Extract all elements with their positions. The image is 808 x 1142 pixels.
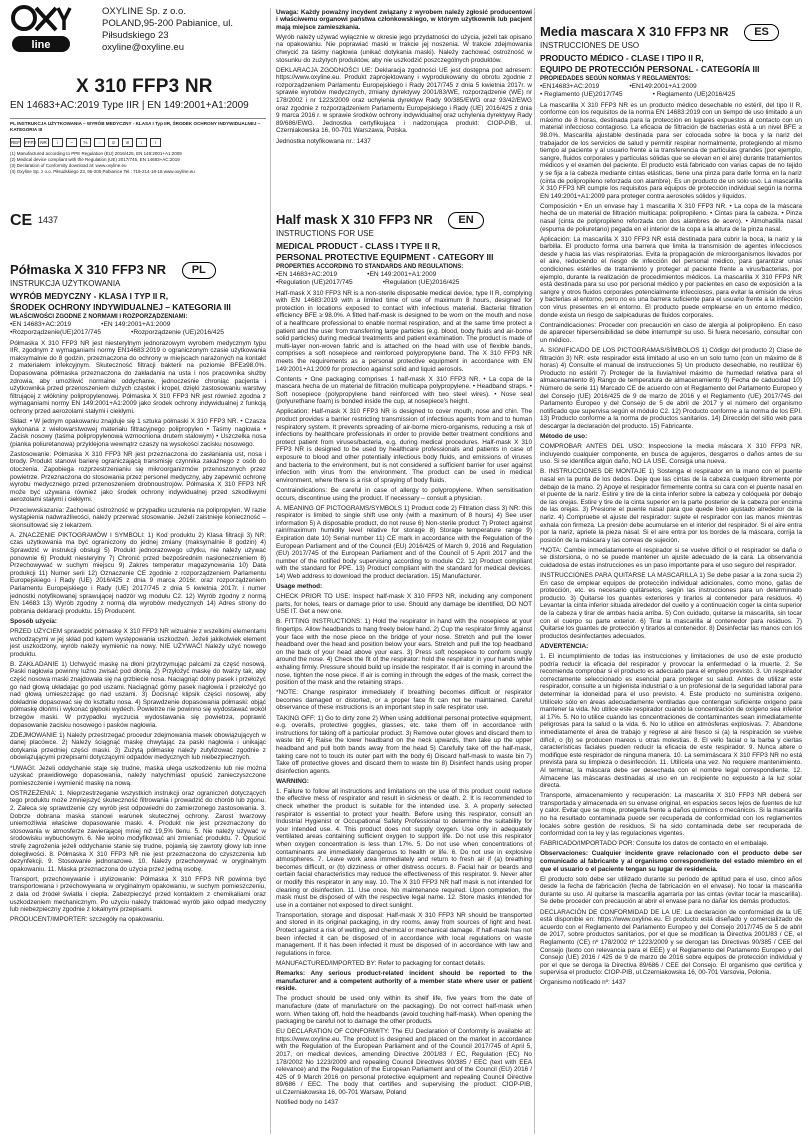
- paragraph: A. MEANING OF PICTOGRAMS/SYMBOLS 1) Product code 2) Filtration class 3) NR: this respirator is limited to single shift use only (with a maximum of 8 hours) 4) See user information 5) A disposable product, do not reuse 6) Non-sterile product 7) Protect against rain/maximum humidity level relative for storage 8) Storage temperature range 9) Expiration date 10) Serial number 11) CE mark in accordance with the Regulation of the European Parliament and of the Council (EU) 2016/425 of March 9, 2016 and Regulation (EU) 2017/745 of the European Parliament and of the Council of 5 April 2017 and the number of the notified body supervising according to module C2. 12) Product compliant with the standard for PPE. 13) Product compliant with the standard for medical devices. 14) Web address to download the product declaration. 15) Manufacturer.: [276, 504, 532, 580]
- paragraph: The product should be used only within its shelf life, five years from the date of manufacture (date of manufacture on the packaging). Do not correct half-mask when worn. When taking off, hold the headbands (avoid touching half-mask). When opening the packaging be careful not to damage the other products.: [276, 995, 532, 1026]
- norm-item: •EN 149:2001+A1:2009: [367, 271, 437, 279]
- paragraph: Observaciones: Cualquier incidente grave relacionado con el producto debe ser comunicado al fabricante y al organismo correspondiente del estado miembro en el que el usuario o el paciente tengan su lugar de residencia.: [540, 850, 802, 873]
- paragraph-heading: WARNING:: [276, 777, 310, 785]
- paragraph: EU DECLARATION OF CONFORMITY: The EU Declaration of Conformity is available at: https://www.oxyline.eu. The product is designed and placed on the market in accordance with the Regulation of the European Parliament and of the Council 2017/745 of April 5, 2017, on medical devices, amending Directive 2001/83 / EC, Regulation (EC) No 178/2002 No 1223/2009 and repealing Council Directives 90/385 / EEC (text with EEA relevance) and the Regulation of the European Parliament and of the Council (EU) 2016 / 425 of 9 March 2016 on personal protective equipment and repealing Council Directive 89/686 / EEC. The body that certifies and supervising the product: CIOP-PIB, ul.Czerniakowska 16, 00-701 Warsaw, Poland: [276, 1028, 532, 1096]
- norm-item: •Rozporządzenie(UE)2017/745: [10, 329, 102, 337]
- section-title-text: Media mascara X 310 FFP3 NR: [540, 24, 729, 39]
- column-english: [276, 0, 532, 1142]
- norms-header: WŁAŚCIWOŚCI ZGODNE Z NORMAMI I ROZPORZĄDZENIAMI:: [10, 314, 188, 321]
- norm-item: •EN 149:2001+A1:2009: [101, 321, 171, 329]
- paragraph: Remarks: Any serious product-related incident should be reported to the manufacturer and a competent authority of a member state where user or patient reside.: [276, 970, 532, 993]
- company-name: OXYLINE Sp. z o.o.: [102, 6, 186, 17]
- footnote: (2) Medical device compliant with the Regulation (UE) 2017/745, EN 14683+AC:2019: [10, 157, 180, 162]
- pictogram-icon: ⊘: [122, 138, 133, 147]
- paragraph: TAKING OFF: 1) Go to dirty zone 2) When using additional personal protective equipment, e.g. overalls, protective goggles, glasses, etc. take them off in accordance with instructions for taking off a particular product. 3) Remove outer gloves and discard them to waste bin 4) Raise the lower headband on the neck upwards, then take up the upper headband and pull both bands away from the head 5) Carefully take off the half-mask, taking care not to touch its outer part with the body 6) Discard half-mask to waste bin 7) Take off protective gloves and discard them to waste bin 8) Disinfect hands using proper disinfection agents.: [276, 714, 532, 775]
- paragraph: A. SIGNIFICADO DE LOS PICTOGRAMAS/SÍMBOLOS 1) Código del producto 2) Clase de filtración 3) NR: este respirador está limitado al uso en un solo turno (con un máximo de 8 horas) 4) Consulte el manual de instrucciones 5) Un producto desechable, no reutilizar 6) Producto no estéril 7) Proteger de la lluvia/nivel máximo de humedad relativa para el almacenamiento 8) Rango de temperatura de almacenamiento 9) Fecha de caducidad 10) Número de serie 11) Marcado CE de acuerdo con el Reglamento del Parlamento Europeo y del Consejo (UE) 2016/425 de 9 de marzo de 2016 y el Reglamento (UE) 2017/745 del Parlamento Europeo y del Consejo de 5 de abril de 2017 y el número del organismo notificado que supervisa según el módulo C2. 12) Producto conforme a la norma de los EPI. 13) Producto conforme a la norma de productos sanitarios. 14) Dirección del sitio web para descargar la declaración del producto. 15) Fabricante.: [540, 346, 802, 430]
- section-subtitle: INSTRUCTIONS FOR USE: [276, 229, 374, 239]
- paragraph: Contents • One packaging comprises 1 half-mask X 310 FFP3 NR. • La copa de la mascara hecha de un material de filtración multicapa polypropylene. • Headband straps. • Soft nosepiece (polypropylene band reinforced with two steel wires). • Nose seal (polyurethane foam) is bonded inside the cup, at nosepiece's height.: [276, 375, 532, 406]
- language-badge: ES: [744, 24, 779, 41]
- pictogram-icon: ~: [66, 138, 77, 147]
- paragraph: Transport, przechowywanie i utylizowanie: Półmaska X 310 FFP3 NR powinna być transportowana i przechowywana w oryginalnym opakowaniu, w suchym pomieszczeniu, z dala od źródeł światła i ciepła. Zabezpieczyć przed kontaktem z chemikaliami oraz uszkodzeniem mechanicznym. Po użyciu należy traktować wyrób jako odpad medyczny lub niebezpieczny zgodnie z lokalnymi przepisami.: [10, 875, 266, 914]
- norm-item: •Rozporządzenie (UE)2016/425: [131, 329, 224, 337]
- section-title: [276, 212, 532, 229]
- norms-list: [10, 321, 266, 337]
- paragraph: Contraindications: Be careful in case of allergy to polypropylene. When sensitisation occurs, discontinue using the product. If necessary – consult a physician.: [276, 486, 532, 502]
- paragraph: PRZED UŻYCIEM sprawdzić półmaskę X 310 FFP3 NR wizualnie z wszelkimi elementami wchodzącymi w jej skład pod kątem występowania uszkodzeń. Jeżeli jakikolwiek element jest uszkodzony, wyrób należy wymienić na nowy. NIE UŻYWAĆ! Należy użyć nowego produktu.: [10, 627, 266, 658]
- paragraph: 1. El incumplimiento de todas las instrucciones y limitaciones de uso de este producto podría reducir la eficacia del respirador y provocar la enfermedad o la muerte. 2. Se recomienda comprobar si el producto es adecuado para el empleo previsto. 3. Un respirador correctamente seleccionado es esencial para proteger su salud. Antes de utilizar este respirador, consulte a un higienista industrial o a un profesional de la seguridad laboral para determinar la idoneidad para el uso previsto. 4. Este producto no suministra oxígeno. Utilícelo sólo en áreas adecuadamente ventiladas que contengan suficiente oxígeno para mantener la vida. No utilice este respirador cuando la concentración de oxígeno sea inferior al 17%. 5. No lo utilice cuando las concentraciones de contaminantes sean inmediatamente peligrosas para la salud o la vida. 6. No lo utilice en atmósferas explosivas. 7. Abandone inmediatamente el área de trabajo y regrese al aire fresco si (a) la respiración se vuelve difícil, o (b) se producen mareos u otras molestias. 8. El vello facial o la barba y ciertas características faciales pueden reducir la eficacia de este respirador. 9. Nunca altere o modifique este respirador de ninguna manera. 10. La semimáscara X 310 FFP3 NR no está prevista para su limpieza o desinfección. 11. Utilícela una vez. No requiere mantenimiento. Al terminar, la máscara debe ser desechada con el nombre legal correspondiente. 12. Almacene las máscaras destinadas al uso en un recipiente no expuesto a la luz solar directa.: [540, 653, 802, 790]
- section-title-text: Half mask X 310 FFP3 NR: [276, 212, 433, 227]
- paragraph: DECLARACIÓN DE CONFORMIDAD DE LA UE: La declaración de conformidad de la UE está disponible en: https://www.oxyline.eu. El producto está diseñado y comercializado de acuerdo con el Reglamento del Parlamento Europeo y del Consejo 2017/745 de 5 de abril de 2017, sobre productos sanitarios, por el que se modifican la Directiva 2001/83 / CE, el Reglamento (CE) nº 178/2002 nº 1223/2009 y se derogan las Directivas 90/385 / CEE del Consejo (texto con relevancia para el EEE) y el Reglamento del Parlamento Europeo y del Consejo (UE) 2016 / 425 de 9 de marzo de 2016 sobre equipos de protección individual y por el que se deroga la Directiva 89/686 / CEE del Consejo. El organismo que certifica y supervisa el producto: CIOP-PIB, ul.Czerniakowska 16, 00-701 Varsovia, Polonia.: [540, 908, 802, 977]
- paragraph: ZDEJMOWANIE 1) Należy przestrzegać procedur zdejmowania masek obowiązujących w danej placówce. 2) Należy ściągnąć maskę chwytając za paski nagłowia i unikając dotykania przedniej części maski. 3) Zużytą półmaskę należy zutylizować zgodnie z obowiązującymi przepisami dotyczącymi odpadów medycznych lub niebezpiecznych.: [10, 731, 266, 762]
- norm-item: •Regulation (UE)2017/745: [276, 279, 353, 287]
- paragraph: B. INSTRUCCIONES DE MONTAJE 1) Sostenga el respirador en la mano con el puente nasal en la punta de los dedos. Deje que las cintas de la cabeza cuelguen libremente por debajo de la mano. 2) Apoye el respirador firmemente contra su cara con el puente nasal en el puente de la nariz. Estire y tire de la cinta inferior sobre la cabeza y colóquela por debajo de las orejas. Estire y tire de la cinta superior en la parte posterior de la cabeza por encima de las orejas. 3) Presione el puente nasal para que quede bien ajustado alrededor de la nariz. 4) Compruebe el ajuste del respirador: sujete el respirador con las manos mientras exhala con firmeza. La presión debe acumularse en el interior del respirador. Si el aire entra por la nariz, apriete la pieza nasal. Si el aire entra por los bordes de la máscara, corrija la posición de la máscara y las correas de sujeción.: [540, 468, 802, 544]
- ce-mark: CE: [10, 212, 33, 229]
- norm-item: • Reglamento (UE)2016/425: [652, 91, 736, 99]
- paragraph: Wyrób należy używać wyłącznie w okresie jego przydatności do użycia, jeżeli tak opisano na opakowaniu. Nie poprawiać maski w trakcie jej noszenia. W trakcie zdejmowania chwycić za taśmy nagłowia (unikać dotykania maski). Należy zachować ostrożność w stosunku do zużytych produktów, aby nie uszkodzić poszczególnych produktów.: [276, 33, 532, 64]
- language-badge: PL: [182, 262, 216, 279]
- norm-item: •EN 14683+AC:2019: [276, 271, 338, 279]
- column-divider: [534, 8, 535, 1134]
- paragraph: *UWAGI: Jeżeli oddychanie staje się trudne, maska ulega uszkodzeniu lub nie można uzyskać prawidłowego dopasowania, należy natychmiast opuścić zanieczyszczone pomieszczenie i wymienić maskę na nową.: [10, 764, 266, 787]
- norms-list: [276, 271, 532, 287]
- paragraph: 1. Failure to follow all instructions and limitations on the use of this product could reduce the effective mess of respirator and result in sickness or death. 2. It is recommended to check whether the product is suitable for the intended use. 3. A properly selected respirator is essential to protect your health. Before using this respirator, consult an Industrial Hygienist or Occupational Safety Professional to determine the suitability for your intended use. 4. This product does not supply oxygen. Use only in adequately ventilated areas containing sufficient oxygen to support life. Do not use this respirator when oxygen concentration is less than 17%. 5. Do not use when concentrations of contaminants are immediately dangerous to health or life. 6. Do not use in explosive atmospheres. 7. Leave work area immediately and return to fresh air if (a) breathing becomes difficult, or (b) dizziness or other distress occurs. 8. Facial hair or beards and certain facial characteristics may reduce the effectiveness of this respirator. 9. Never alter or modify this respirator in any way. 10. The X 310 FFP3 NR half mask is not intended for cleaning or disinfection. 11. Use once. No maintenance required. Upon completion, the mask must be disposed of with the respective legal name. 12. Store masks intended for use in a container not exposed to direct sunlight.: [276, 787, 532, 909]
- paragraph: *NOTA: Cambie inmediatamente el respirador si se vuelve difícil o el respirador se daña o se distorsiona, o no se puede mantener un ajuste adecuado de la cara. La observancia cuidadosa de estas instrucciones es un paso importante para el uso seguro del respirador.: [540, 546, 802, 569]
- norm-item: •Regulation (UE)2016/425: [382, 279, 460, 287]
- device-class: PRODUCTO MÉDICO - CLASE I TIPO II R,: [540, 53, 704, 64]
- pictogram-icon: ◌: [94, 138, 105, 147]
- paragraph: Contraindicaciones: Proceder con precaución en caso de alergia al polipropileno. En caso de aparecer hipersensibilidad se debe interrumpir su uso. Si fuera necesario, consultar con un médico.: [540, 321, 802, 344]
- product-title: X 310 FFP3 NR: [76, 76, 213, 97]
- paragraph: Aplicación: La mascarilla X 310 FFP3 NR está destinada para cubrir la boca, la nariz y la barbilla. El producto forma una barrera que limita la transmisión de agentes infecciosos desde y hacia las vías respiratorias. Evita la propagación de microorganismos llevados por el aire, reduciendo el riesgo de infección del personal médico, para garantizar unas condiciones estériles de tratamiento y proteger al paciente frente a virus/bacterias, por ejemplo, durante la realización de procedimientos médicos. La mascarilla X 310 FFP3 NR está destinada para su uso por personal médico y por pacientes en caso de exposición a la sangre y otros fluidos corporales potencialmente infecciosos, para evitar la emisión de virus y bacterias al entorno, pero no es una barrera suficiente para el usuario frente a la infección con virus presentes en el entorno. El producto puede emplearse en un entorno médico, donde exista un riesgo de salpicaduras de fluidos corporales.: [540, 235, 802, 319]
- ppe-category: EQUIPO DE PROTECCIÓN PERSONAL - CATEGORÍA III: [540, 64, 760, 75]
- paragraph: *NOTE: Change respirator immediately if breathing becomes difficult or respirator becomes damaged or distorted, or a proper face fit can not be maintained. Careful observance of these instructions is an important step in safe respirator use.: [276, 689, 532, 712]
- paragraph: Uwaga: Każdy poważny incydent związany z wyrobem należy zgłosić producentowi i właściwemu organowi państwa członkowskiego, w którym użytkownik lub pacjent mają miejsce zamieszkania.: [276, 8, 532, 31]
- paragraph: Przeciwwskazania: Zachować ostrożność w przypadku uczulenia na polipropylen. W razie wystąpienia nadwrażliwości, należy przerwać stosowanie. Jeżeli zaistnieje konieczność – skonsultować się z lekarzem.: [10, 506, 266, 529]
- paragraph: COMPROBAR ANTES DEL USO: Inspeccione la media máscara X 310 FFP3 NR, incluyendo cualquier componente, en busca de agujeros, desgarros o daños antes de su uso. Si se identifica algún daño, NO LA USE. Consiga una nueva.: [540, 443, 802, 466]
- ppe-category: ŚRODEK OCHRONY INDYWIDUALNEJ – KATEGORIA III: [10, 302, 231, 313]
- paragraph: B. FITTING INSTRUCTIONS: 1) Hold the respirator in hand with the nosepiece at your fingertips. Allow headbands to hang freely below hand. 2) Cup the respirator firmly against your face with the nose piece on the bridge of your nose. Stretch and pull the lower headband over the head and position below your ears. Stretch and pull the top headband on the back of your head above your ears. 3) Press soft nosepiece to conform snugly around the nose. 4) Check the fit of the respirator: hold the respirator in your hands while exhaling firmly. Pressure should build up inside the respirator. If air is coming in around the nose, tighten the nose piece. If air is coming in through the edges of the mask, correct the position of the mask and the retaining straps.: [276, 618, 532, 687]
- norm-item: •EN149:2001+A1:2009: [629, 83, 697, 91]
- paragraph: Półmaska X 310 FFP3 NR jest niesterylnym jednorazowym wyrobem medycznym typu IIR, zgodnym z wymaganiami normy EN14683:2019 o ograniczonym czasie użytkowania maksymalnie do 8 godzin, przeznaczona do ochrony w miejscach narażonych na kontakt z materiałem infekcyjnym. Skuteczność filtracji bakterii na poziomie BFE≥98.0%. Dopasowana półmaska przeznaczona do zakładania na usta i nos pracownika służby zdrowia, aby umożliwić normalne oddychanie, jednocześnie chroniąc pacjenta i użytkownika przed przenoszeniem dużych cząstek i kropel, dzięki zastosowaniu warstwy filtrującej z włókniny polipropylenowej. Półmaska X 310 FFP3 NR jest również zgodna z wymaganiami normy EN 149:2001+A1:2009 jako środek ochrony indywidualnej z funkcją ochrony przed aerozolami stałymi i ciekłymi.: [10, 339, 266, 415]
- company-address: POLAND,95-200 Pabianice, ul. Piłsudskiego 23: [102, 18, 233, 41]
- paragraph-heading: ADVERTENCIA:: [540, 642, 589, 650]
- norms-list: [540, 83, 802, 99]
- polish-section: [10, 262, 266, 924]
- paragraph: OSTRZEŻENIA: 1. Nieprzestrzeganie wszystkich instrukcji oraz ograniczeń dotyczących tego produktu może zmniejszyć skuteczność filtrowania i prowadzić do chorób lub zgonu. 2. Zaleca się sprawdzenie czy wyrób jest odpowiedni do zamierzonego zastosowania. 3. Dobrze dobrana maska stanowi warunek skutecznej ochrony. Zarost twarzowy uniemożliwia właściwe dopasowanie maski. 4. Produkt nie jest przeznaczony do stosowania w atmosferze zawierającej mniej niż 19,5% tlenu. 5. Nie należy używać w środowisku wybuchowym. 6. Nie wolno modyfikować ani zmieniać produktu. 7. Opuścić strefę zagrożenia jeżeli oddychanie stanie się trudne, pojawią się zawroty głowy lub inne dolegliwości. 8. Półmaska X 310 FFP3 NR nie jest przeznaczona do czyszczenia lub dezynfekcji. 9. Stosowanie jednorazowe. 10. Należy przechowywać w oryginalnym opakowaniu. 11. Maska przeznaczona do użycia przez jedną osobę.: [10, 789, 266, 873]
- norm-item: • Reglamento (UE)2017/745: [540, 91, 623, 99]
- paragraph: Notified body no 1437: [276, 1099, 339, 1107]
- section-subtitle: INSTRUCCIONES DE USO: [540, 41, 640, 51]
- language-badge: EN: [448, 212, 483, 229]
- section-body: [276, 290, 532, 1107]
- paragraph-heading: Usage method:: [276, 583, 323, 591]
- ppe-category: PERSONAL PROTECTIVE EQUIPMENT - CATEGORY III: [276, 252, 494, 263]
- norms-line: EN 14683+AC:2019 Type IIR | EN 149:2001+A1:2009: [10, 100, 249, 111]
- column-divider: [270, 8, 271, 1134]
- paragraph: PRODUCENT/IMPORTER: szczegóły na opakowaniu.: [10, 916, 165, 924]
- paragraph: Organismo notificado nº: 1437: [540, 979, 626, 987]
- section-title: [540, 24, 802, 41]
- notified-body-number: 1437: [38, 215, 59, 225]
- company-email: oxyline@oxyline.eu: [102, 42, 184, 53]
- section-subtitle: INSTRUKCJA UŻYTKOWANIA: [10, 279, 121, 289]
- pictogram-icon: ↕: [136, 138, 147, 147]
- footnote: (1) Manufactured according to PPE Regulation (EU) 2016/425, EN 149:2001+A1:2009: [10, 151, 182, 156]
- norm-item: •EN 14683+AC:2019: [10, 321, 72, 329]
- oxyline-logo: [10, 2, 72, 58]
- svg-text:line: line: [31, 39, 51, 51]
- column-polish: [10, 0, 266, 1142]
- norms-header: PROPERTIES ACCORDING TO STANDARDS AND REGULATIONS:: [276, 264, 464, 271]
- paragraph: Skład: • W jednym opakowaniu znajduje się 1 sztuka półmaski X 310 FFP3 NR. • Czasza wykonana z wielowarstwowej materiału filtracyjnego polipropylen • Taśmy nagłowia • Zacisk nosowy (taśma polipropylenowa wzmocniona drutem stalowym) • Uszczelka nosa (pianka poliuretanowa) przyklejona wewnątrz czaszy na wysokości zacisku nosowego.: [10, 418, 266, 448]
- pictogram-icon: %: [80, 138, 91, 147]
- english-section: [276, 212, 532, 1107]
- paragraph: Composición • En un envase hay 1 mascarilla X 310 FFP3 NR. • La copa de la máscara hecha de un material de filtración multicapa: polipropileno. • Cintas para la cabeza. • Pinza nasal (cinta de polipropileno reforzada con dos alambres de acero). • Almohadilla nasal (espuma de poliuretano) pegada en el interior de la copa a la altura de la pinza nasal.: [540, 202, 802, 233]
- pictogram-row: [10, 138, 266, 147]
- polish-continuation: [276, 6, 532, 145]
- norm-item: •EN14683+AC:2019: [540, 83, 600, 91]
- section-body: [10, 340, 266, 924]
- paragraph: Transporte, almacenamiento y recuperación: La mascarilla X 310 FFP3 NR deberá ser transportada y almacenada en su envase original, en espacios secos lejos de fuentes de luz y calor. Evitar que se moje, protegerla frente a daños químicos o mecánicos. Si la mascarilla no ha resultado contaminada puede ser recuperada de conformidad con los reglamentos locales sobre gestión de residuos. Si ha sido contaminada debe ser recuperada de conformidad con la ley y las regulaciones vigentes.: [540, 792, 802, 838]
- paragraph-heading: Sposób użycia:: [10, 617, 57, 625]
- paragraph: Jednostka notyfikowana nr.: 1437: [276, 137, 371, 145]
- footnote: (4) Oxyline Sp. z o.o. Piłsudskiego 23, 95-200 Pabianice Tel.: 719-214-18-18 www.oxyline.eu: [10, 169, 195, 174]
- section-body: [540, 102, 802, 987]
- pictogram-instruction-box: [10, 118, 266, 198]
- spanish-section: [540, 24, 802, 987]
- company-info: [102, 6, 266, 54]
- paragraph: Application: Half-mask X 310 FFP3 NR is designed to cover mouth, nose and chin. The product provides a barrier restricting transmission of infectious agents from and to human respiratory system. It prevents spreading of air-borne micro-organisms, reducing a risk of infections by healthcare professionals in order to provide better treatment conditions and protect patient from viruses/bacteria, e.g. during medical procedures. Half-mask X 310 FFP3 NR is designed to be used by healthcare professionals and patients in case of exposure to blood and other potentially infectious body fluids, and emissions of viruses and bacteria to the environment, but is not considered a sufficient barrier for user against infection with virus from the environment. The product can be used in medical environment, where there is a risk of spraying of body fluids.: [276, 408, 532, 484]
- pictogram-icon: REF: [11, 140, 20, 145]
- paragraph: Zastosowanie: Półmaska X 310 FFP3 NR jest przeznaczona do zasłaniania ust, nosa i brody. Produkt stanowi barierę ograniczającą transmisję czynnika zakaźnego z osób do otoczenia. Zapobiega rozprzestrzenianiu się mikroorganizmów przenoszonych przez powietrze. Przeznaczona do stosowania przez personel medyczny, aby zapewnić ochronę wyrobu medycznego przed przenoszeniem drobnoustrojów. Półmaska X 310 FFP3 NR może być używana również jako środek ochrony indywidualnej przed szkodliwymi aerozolami stałymi i ciekłymi.: [10, 450, 266, 504]
- pictogram-icon: NR: [38, 138, 49, 147]
- paragraph: Half-mask X 310 FFP3 NR is a non-sterile disposable medical device, type II R, complying with EN 14683:2019 with a limited time of use of maximum 8 hours, designed for protection in locations exposed to contact with infectious material. Bacterial filtration efficiency BFE ≥ 98.0%. A fitted half-mask is designed to be worn on the mouth and nose of a healthcare professional to enable normal respiration, and at the same time protect a patient and the user from transferring large particles (e.g. blood, body fluids and air-borne solid particles) during medical treatments and patient examination. The product is made of multi-layer non-woven fabric and is attached on the head with use of flexible bands, comprises a soft nosepiece and reinforced polypropylene band. The X 310 FFP3 NR meets the requirements as a personal protective equipment in accordance with EN 149:2001+A1:2009 for protection against solid and liquid aerosols.: [276, 289, 532, 373]
- pictogram-icon: FFP3: [25, 140, 37, 145]
- paragraph: B. ZAKŁADANIE 1) Uchwycić maskę na dłoni przytrzymując palcami za część nosową. Paski nagłowia powinny luźno zwisać pod dłonią. 2) Przyłożyć maskę do twarzy tak, aby część nosowa maski znajdowała się na grzbiecie nosa. Naciągnąć dolny pasek i przełożyć go nad głową układając go pod uszami. Naciągnąć górny pasek nagłowia i przełożyć go nad głową umieszczając go nad uszami. 3) Docisnąć klipsik części nosowej, aby dokładnie dopasować się do kształtu nosa. 4) Sprawdzenie dopasowania półmaski: objąć półmaskę dłońmi i wykonać głęboki wydech. Powietrze nie powinno się wydostawać wokół brzegów maski. W przypadku wyczucia wydostawania się powietrza, poprawić dopasowanie zacisku nosowego i pasków nagłowia.: [10, 660, 266, 729]
- paragraph: A. ZNACZENIE PIKTOGRAMÓW I SYMBOLI: 1) Kod produktu 2) Klasa filtracji 3) NR: czas użytkowania ma być ograniczony do jednej zmiany (maksymalnie 8 godzin) 4) Sprawdzić w instrukcji obsługi 5) Produkt jednorazowego użytku, nie należy używać ponownie 6) Produkt niesterylny 7) Chronić przed bezpośrednim nasłonecznieniem 8) Przechowywać w suchym miejscu 9) Zakres temperatur magazynowania 10) Data produkcji 11) Numer serii 12) Oznaczenie CE zgodnie z rozporządzeniem Parlamentu Europejskiego i Rady (UE) 2016/425 z dnia 9 marca 2016r. oraz rozporządzeniem Parlamentu Europejskiego i Rady (UE) 2017/745 z dnia 5 kwietnia 2017r. i numer jednostki notyfikowanej sprawującej nadzór wg modułu C2. 12) Wyrób zgodny z normą EN 14683 13) Wyrób zgodny z normą dla wyrobów medycznych 14) Adres strony do pobrania deklaracji produktu. 15) Producent.: [10, 531, 266, 615]
- paragraph: La mascarilla X 310 FFP3 NR es un producto médico desechable no estéril, del tipo II R, conforme con los requisitos de la norma EN 14683:2019 con un tiempo de uso limitado a un máximo de 8 horas, destinada para la protección en lugares expuestos al contacto con un material infeccioso contagioso. La eficacia de filtración de bacterias está a un nivel BFE ≥ 98.0%. Mascarilla ajustable destinada para ser colocada sobre la boca y la nariz del trabajador de los servicios de salud y permitir respirar normalmente, protegiendo al mismo tiempo al paciente y al usuario frente a la transferencia de partículas grandes (por ejemplo, sangre, fluidos corporales y partículas sólidas que se elevan en el aire) durante tratamientos médicos y el examen del paciente. El producto está fabricado con varias capas de no tejido y se fija a la cabeza mediante cintas elásticas, tiene una pinza para darle forma en la nariz (cinta de polipropileno reforzada con alambre). Es un producto de un solo uso. La mascarilla X 310 FFP3 NR cumple los requisitos para equipos de protección individual según la norma EN 149:2001+A1:2009 para proteger contra aerosoles sólidos y líquidos.: [540, 101, 802, 200]
- norms-header: PROPIEDADES SEGÚN NORMAS Y REGLAMENTOS:: [540, 76, 691, 83]
- paragraph: INSTRUCCIONES PARA QUITARSE LA MASCARILLA 1) Se debe pasar a la zona sucia 2) En caso de emplear equipos de protección individual adicionales, como mono, gafas de protección, etc. es necesario quitárselos, según las instrucciones para un determinado producto. 3) Quitarse los guantes exteriores y tirarlos al contenedor para residuos. 4) Levantar la cinta inferior situada alrededor del cuello y a continuación coger la cinta superior de la cabeza y tirar de ambas hacia arriba. 5) Con cuidado, quitarse la mascarilla, sin tocar con el cuerpo su parte exterior. 6) Tirar la mascarilla al contenedor para residuos. 7) Quitarse los guantes de protección y tirarlos al contenedor. 8) Desinfectar las manos con los productos desinfectantes adecuados.: [540, 572, 802, 640]
- paragraph-heading: Método de uso:: [540, 433, 588, 440]
- paragraph: DEKLARACJA ZGODNOŚCI UE: Deklaracja zgodności UE jest dostępna pod adresem: https://www.oxyline.eu. Produkt zaprojektowany i wyprodukowany do obrotu zgodnie z rozporządzeniem Parlamentu Europejskiego i Rady 2017/745 z dnia 5 kwietnia 2017r. w sprawie wyrobów medycznych, zmiany dyrektywy 2001/83/WE, rozporządzenie (WE) nr 178/2002 i nr 1223/2009 oraz uchylenia dyrektyw Rady 90/385/EWG oraz 93/42/EWG oraz zgodnie z rozporządzeniem Parlamentu Europejskiego i Rady (UE) 2016/425 z dnia 9 marca 2016 r. w sprawie środków ochrony indywidualnej oraz uchylenia dyrektywy Rady 89/686/EWG. Jednostka certyfikująca i nadzorująca produkt: CIOP-PIB, ul. Czerniakowska 16, 00-701 Warszawa, Polska.: [276, 66, 532, 135]
- device-class: WYRÓB MEDYCZNY - KLASA I TYP II R,: [10, 291, 169, 302]
- paragraph: CHECK PRIOR TO USE: Inspect half-mask X 310 FFP3 NR, including any component parts, for holes, tears or damage prior to use. Should any damage be identified, DO NOT USE IT. Get a new one.: [276, 593, 532, 616]
- paragraph: MANUFACTURED/IMPORTED BY: Refer to packaging for contact details.: [276, 959, 486, 967]
- paragraph: El producto solo debe ser utilizado durante su período de aptitud para el uso, cinco años desde la fecha de fabricación (fecha de fabricación en el envase). No tocar la mascarilla durante su uso. Al quitarse la mascarilla agarrarla por las cintas (evitar tocar la mascarilla). Se debe proceder con precaución al abrir el envase para no dañar los demás productos.: [540, 875, 802, 906]
- pictogram-icon: !: [150, 138, 161, 147]
- paragraph: FABRICADO/IMPORTADO POR: Consulte los datos de contacto en el embalaje.: [540, 840, 769, 848]
- section-title-text: Półmaska X 310 FFP3 NR: [10, 262, 167, 277]
- footnote: (3) Declaration of Conformity download at: www.oxyline.eu: [10, 163, 127, 168]
- paragraph: Transportation, storage and disposal: Half-mask X 310 FFP3 NR should be transported and stored in its original packaging, in dry rooms, away from sources of light and heat. Protect against a risk of wetting, and chemical or mechanical damage. If half-mask has not been infected it can be disposed of in accordance with local regulations on waste management. If it has been infected it must be disposed of in accordance with law and regulations in force.: [276, 911, 532, 957]
- column-spanish: [540, 0, 802, 1142]
- pictogram-box-header: PL INSTRUKCJA UŻYTKOWANIA – WYRÓB MEDYCZNY - KLASA I Typ IIR, ŚRODEK OCHRONY INDYWIDUALNEJ – KATEGORIA III: [10, 121, 261, 132]
- section-title: [10, 262, 266, 279]
- device-class: MEDICAL PRODUCT - CLASS I TYPE II R,: [276, 241, 441, 252]
- pictogram-icon: ⊙: [108, 138, 119, 147]
- pictogram-icon: i: [52, 138, 63, 147]
